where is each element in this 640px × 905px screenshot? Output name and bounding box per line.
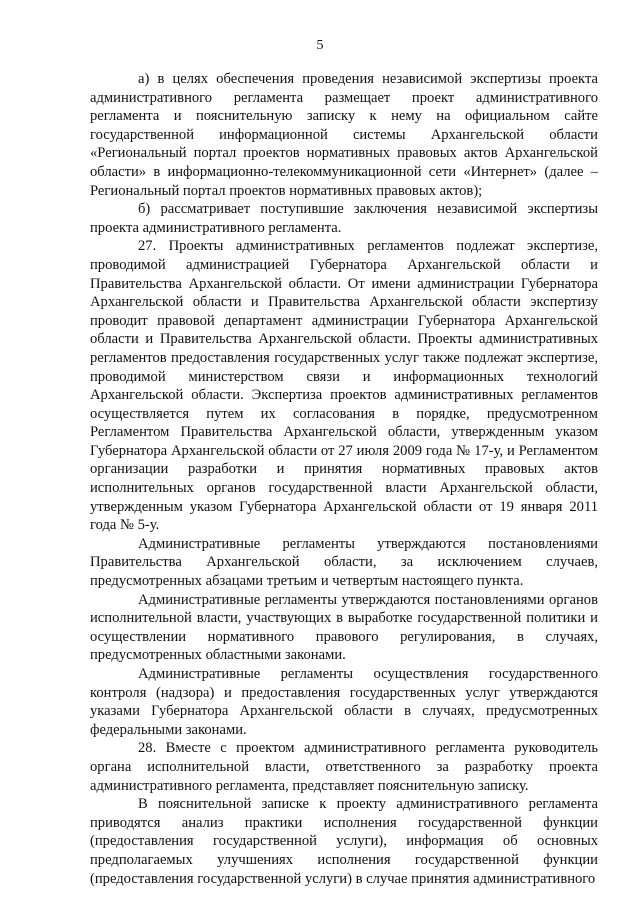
page-number: 5 — [316, 38, 324, 53]
paragraph-approval-government: Административные регламенты утверждаются постановлениями Правительства Архангельской области, за исключением случаев, предусмотренных абзацами третьим и четвертым настоящего пункта. — [90, 535, 598, 590]
paragraph-approval-governor: Административные регламенты осуществления государственного контроля (надзора) и предоставления государственных услуг утверждаются указами Губернатора Архангельской области в случаях, предусмотренных федеральными законами. — [90, 666, 598, 738]
paragraph-explanatory-note: В пояснительной записке к проекту административного регламента приводятся анализ практики исполнения государственной функции (предоставления государственной услуги), информация об основных предполагаемых улучшениях исполнения государственной функции (предоставления государственной услуги) в случае принятия административного — [90, 796, 598, 887]
paragraph-clause-27: 27. Проекты административных регламентов подлежат экспертизе, проводимой администрацией Губернатора Архангельской области и Правительства Архангельской области. От имени администрации Губернатора Архангельской области и Правительства Архангельской области экспертизу проводит правовой департамент администрации Губернатора Архангельской области и Правительства Архангельской области. Проекты административных регламентов предоставления государственных услуг также подлежат экспертизе, проводимой министерством связи и информационных технологий Архангельской области. Экспертиза проектов административных регламентов осуществляется путем их согласования в порядке, предусмотренном Регламентом Правительства Архангельской области, утвержденным указом Губернатора Архангельской области от 27 июля 2009 года № 17-у, и Регламентом организации разработки и принятия нормативных правовых актов исполнительных органов государственной власти Архангельской области, утвержденным указом Губернатора Архангельской области от 19 января 2011 года № 5-у. — [90, 238, 598, 534]
paragraph-clause-28: 28. Вместе с проектом административного регламента руководитель органа исполнительной власти, ответственного за разработку проекта административного регламента, представляет пояснительную записку. — [90, 740, 598, 794]
document-body — [90, 70, 598, 888]
paragraph-item-b: б) рассматривает поступившие заключения независимой экспертизы проекта административного регламента. — [90, 201, 598, 236]
paragraph-approval-executive-bodies: Административные регламенты утверждаются постановлениями органов исполнительной власти, участвующих в выработке государственной политики и осуществлении нормативного правового регулирования, в случаях, предусмотренных областными законами. — [90, 591, 598, 664]
paragraph-item-a: а) в целях обеспечения проведения независимой экспертизы проекта административного регламента размещает проект административного регламента и пояснительную записку к нему на официальном сайте государственной информационной системы Архангельской области «Региональный портал проектов нормативных правовых актов Архангельской области» в информационно-телекоммуникационной сети «Интернет» (далее – Региональный портал проектов нормативных правовых актов); — [90, 71, 598, 199]
